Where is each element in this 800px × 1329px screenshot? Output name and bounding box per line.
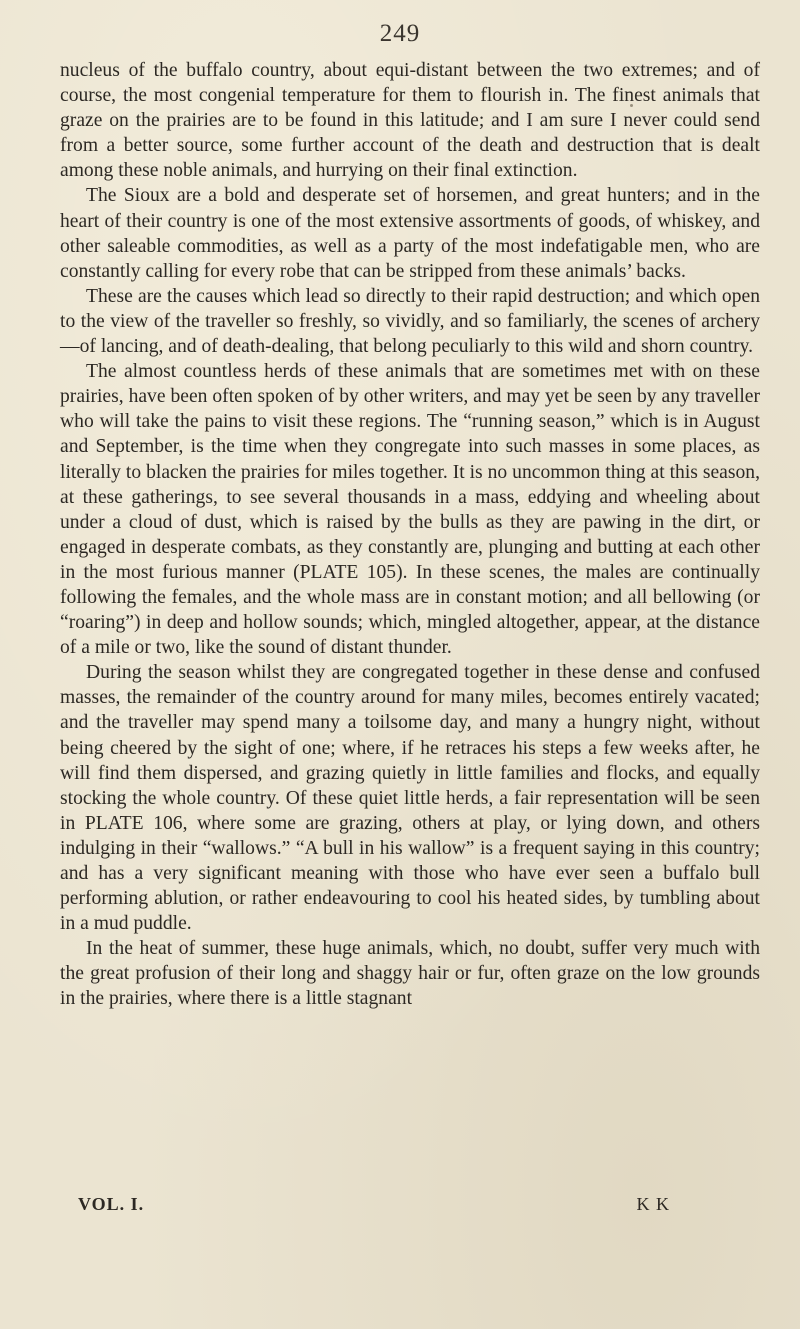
paragraph-4: The almost countless herds of these animals that are sometimes met with on these prairies, have been often spoken of by other writers, and may yet be seen by any traveller who will take the pains to visit these regions. The “running season,” which is in August and September, is the time when they congregate into such masses in some places, as literally to blacken the prairies for miles together. It is no uncommon thing at this season, at these gatherings, to see several thousands in a mass, eddying and wheeling about under a cloud of dust, which is raised by the bulls as they are pawing in the dirt, or engaged in desperate combats, as they constantly are, plunging and butting at each other in the most furious manner (PLATE 105). In these scenes, the males are continually following the females, and the whole mass are in constant motion; and all bellowing (or “roaring”) in deep and hollow sounds; which, mingled altogether, appear, at the distance of a mile or two, like the sound of distant thunder. — [60, 361, 760, 659]
volume-label: VOL. I. — [78, 1194, 145, 1214]
signature-mark: K K — [636, 1194, 670, 1214]
paragraph-5: During the season whilst they are congregated together in these dense and confused masses, the remainder of the country around for many miles, becomes entirely vacated; and the traveller may spend many a toilsome day, and many a hungry night, without being cheered by the sight of one; where, if he retraces his steps a few weeks after, he will find them dispersed, and grazing quietly in little families and flocks, and equally stocking the whole country. Of these quiet little herds, a fair representation will be seen in PLATE 106, where some are grazing, others at play, or lying down, and others indulging in their “wallows.” “A bull in his wallow” is a frequent saying in this country; and has a very significant meaning with those who have ever seen a buffalo bull performing ablution, or rather endeavouring to cool his heated sides, by tumbling about in a mud puddle. — [60, 662, 760, 935]
body-text — [60, 58, 760, 1012]
paragraph-2: The Sioux are a bold and desperate set of horsemen, and great hunters; and in the heart of their country is one of the most extensive assortments of goods, of whiskey, and other saleable commodities, as well as a party of the most indefatigable men, who are constantly calling for every robe that can be stripped from these animals’ backs. — [60, 185, 760, 282]
paragraph-6: In the heat of summer, these huge animals, which, no doubt, suffer very much with the great profusion of their long and shaggy hair or fur, often graze on the low grounds in the prairies, where there is a little stagnant — [60, 938, 760, 1010]
paragraph-3: These are the causes which lead so directly to their rapid destruction; and which open to the view of the traveller so freshly, so vividly, and so familiarly, the scenes of archery—of lancing, and of death-dealing, that belong peculiarly to this wild and shorn country. — [60, 285, 760, 358]
paragraph-1: nucleus of the buffalo country, about equi-distant between the two extremes; and of course, the most congenial temperature for them to flourish in. The finest animals that graze on the prairies are to be found in this latitude; and I am sure I never could send from a better source, some further account of the death and destruction that is dealt among these noble animals, and hurrying on their final extinction. — [60, 60, 760, 182]
page-number: 249 — [379, 20, 421, 47]
